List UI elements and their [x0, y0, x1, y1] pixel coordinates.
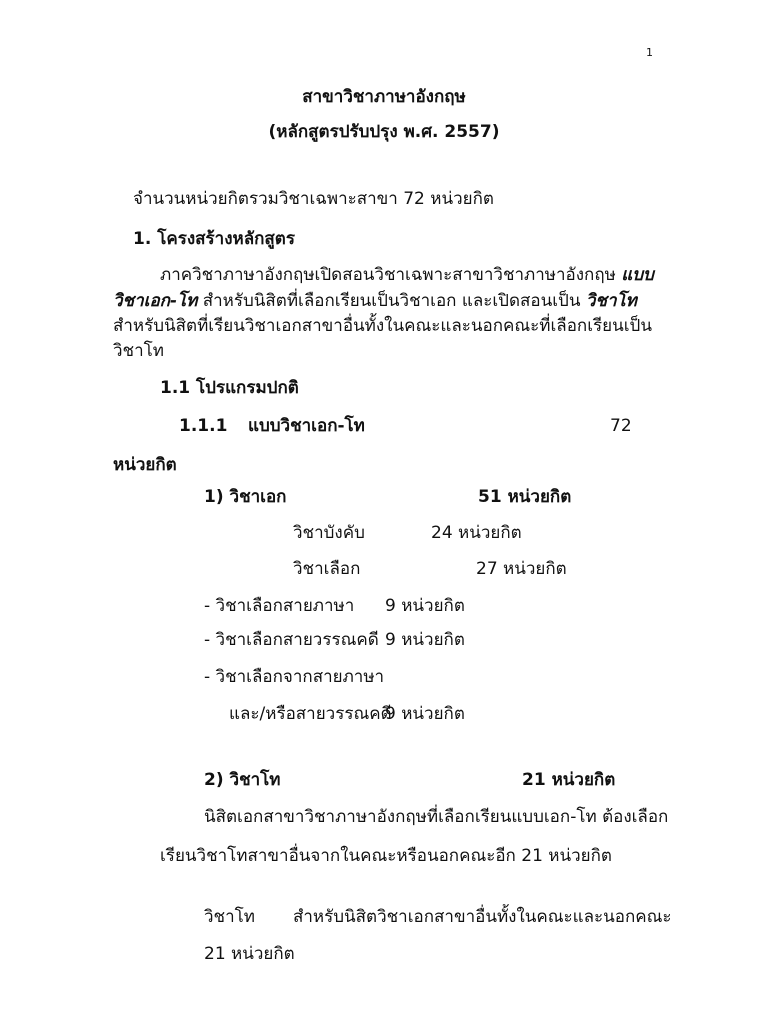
- minor-description-2: เรียนวิชาโทสาขาอื่นจากในคณะหรือนอกคณะอีก 21 หน่วยกิต: [160, 846, 612, 866]
- page-number: 1: [646, 46, 653, 59]
- minor-other-credits: 21 หน่วยกิต: [204, 944, 295, 964]
- subsection-unit: หน่วยกิต: [113, 455, 177, 475]
- required-credits: 24 หน่วยกิต: [431, 523, 522, 543]
- major-credits: 51 หน่วยกิต: [478, 487, 572, 507]
- elective-language-credits: 9 หน่วยกิต: [385, 596, 465, 616]
- emphasis-text: แบบ: [621, 265, 654, 285]
- subsection-number: 1.1.1: [179, 416, 228, 436]
- elective-language-label: - วิชาเลือกสายภาษา: [204, 596, 355, 616]
- section-1-heading: 1. โครงสร้างหลักสูตร: [133, 229, 295, 249]
- paragraph-line-1: [160, 264, 654, 286]
- minor-other-label: วิชาโท: [204, 907, 255, 927]
- elective-literature-label: - วิชาเลือกสายวรรณคดี: [204, 630, 379, 650]
- minor-description-1: นิสิตเอกสาขาวิชาภาษาอังกฤษที่เลือกเรียนแบบเอก-โท ต้องเลือก: [204, 807, 669, 827]
- required-label: วิชาบังคับ: [293, 523, 365, 543]
- paragraph-line-4: วิชาโท: [113, 341, 164, 361]
- paragraph-line-2: [113, 290, 637, 312]
- program-heading: 1.1 โปรแกรมปกติ: [160, 378, 299, 398]
- page-title: สาขาวิชาภาษาอังกฤษ: [302, 87, 466, 107]
- emphasis-text: วิชาโท: [585, 291, 637, 311]
- paragraph-line-3: สำหรับนิสิตที่เรียนวิชาเอกสาขาอื่นทั้งในคณะและนอกคณะที่เลือกเรียนเป็น: [113, 316, 652, 336]
- elective-literature-credits: 9 หน่วยกิต: [385, 630, 465, 650]
- elective-label: วิชาเลือก: [293, 559, 361, 579]
- elective-mixed-label-2: และ/หรือสายวรรณคดี: [229, 704, 392, 724]
- page-subtitle: (หลักสูตรปรับปรุง พ.ศ. 2557): [268, 122, 500, 142]
- subsection-label: แบบวิชาเอก-โท: [248, 416, 365, 436]
- paragraph-text: สำหรับนิสิตที่เลือกเรียนเป็นวิชาเอก และเปิดสอนเป็น: [197, 291, 586, 311]
- elective-credits: 27 หน่วยกิต: [476, 559, 567, 579]
- subsection-credits: 72: [610, 416, 632, 436]
- elective-mixed-label: - วิชาเลือกจากสายภาษา: [204, 667, 385, 687]
- emphasis-text: วิชาเอก-โท: [113, 291, 198, 311]
- elective-mixed-credits: 9 หน่วยกิต: [385, 704, 465, 724]
- minor-credits: 21 หน่วยกิต: [522, 770, 616, 790]
- major-heading: 1) วิชาเอก: [204, 487, 287, 507]
- minor-other-description: สำหรับนิสิตวิชาเอกสาขาอื่นทั้งในคณะและนอกคณะ: [293, 907, 672, 927]
- total-credits-line: จำนวนหน่วยกิตรวมวิชาเฉพาะสาขา 72 หน่วยกิต: [133, 189, 494, 209]
- minor-heading: 2) วิชาโท: [204, 770, 281, 790]
- paragraph-text: ภาควิชาภาษาอังกฤษเปิดสอนวิชาเฉพาะสาขาวิชาภาษาอังกฤษ: [160, 265, 622, 285]
